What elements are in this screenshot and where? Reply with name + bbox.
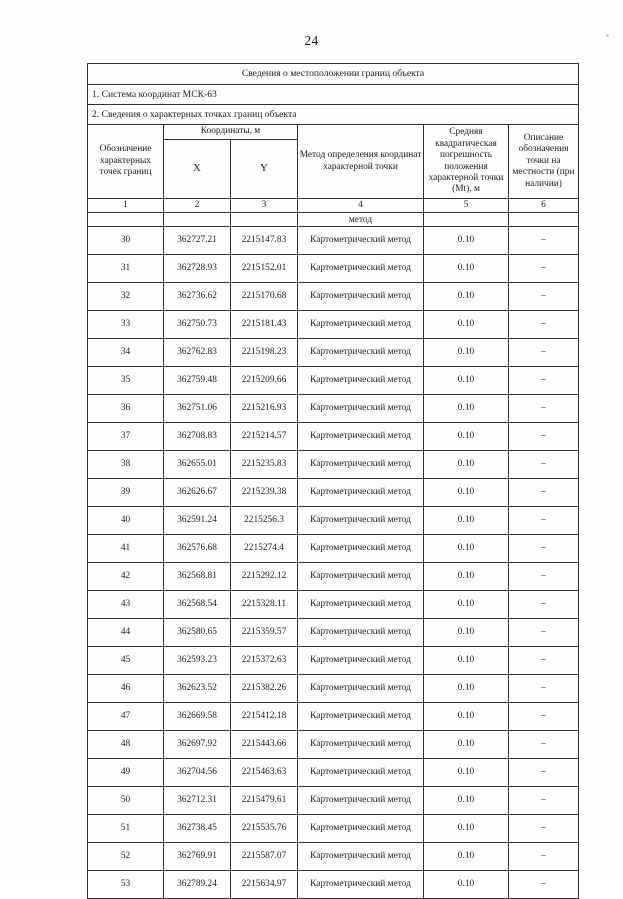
cell-error: 0.10 — [424, 703, 509, 731]
column-number-3: 3 — [231, 199, 298, 213]
cell-error: 0.10 — [424, 227, 509, 255]
cell-description: – — [509, 843, 579, 871]
table-row — [88, 423, 579, 451]
table-row — [88, 283, 579, 311]
cell-error: 0.10 — [424, 311, 509, 339]
cell-point: 48 — [88, 731, 164, 759]
boundary-points-table — [87, 63, 579, 899]
cell-point: 46 — [88, 675, 164, 703]
cell-method: Картометрический метод — [298, 815, 424, 843]
column-number-row — [88, 199, 579, 213]
cell-x: 362704.56 — [164, 759, 231, 787]
table-row — [88, 255, 579, 283]
cell-point: 53 — [88, 871, 164, 899]
table-row — [88, 451, 579, 479]
table-row — [88, 591, 579, 619]
cell-y: 2215147.83 — [231, 227, 298, 255]
cell-x: 362626.67 — [164, 479, 231, 507]
cell-x: 362712.31 — [164, 787, 231, 815]
cell-error: 0.10 — [424, 255, 509, 283]
cell-error: 0.10 — [424, 647, 509, 675]
points-section-label: 2. Сведения о характерных точках границ объекта — [88, 105, 579, 125]
cell-x: 362669.58 — [164, 703, 231, 731]
table-row — [88, 871, 579, 899]
cell-method: Картометрический метод — [298, 227, 424, 255]
cell-error: 0.10 — [424, 675, 509, 703]
cell-x: 362751.06 — [164, 395, 231, 423]
header-mean-square-error: Средняя квадратическая погрешность положения характерной точки (Mt), м — [424, 125, 509, 199]
cell-description: – — [509, 255, 579, 283]
cell-method: Картометрический метод — [298, 479, 424, 507]
header-description: Описание обозначения точки на местности (при наличии) — [509, 125, 579, 199]
cell-point: 44 — [88, 619, 164, 647]
cell-error: 0.10 — [424, 815, 509, 843]
table-row — [88, 787, 579, 815]
cell-method: Картометрический метод — [298, 283, 424, 311]
cell-error: 0.10 — [424, 283, 509, 311]
cell-method: Картометрический метод — [298, 367, 424, 395]
cell-point: 31 — [88, 255, 164, 283]
cell-error: 0.10 — [424, 479, 509, 507]
cell-error: 0.10 — [424, 339, 509, 367]
continued-error — [424, 213, 509, 227]
cell-x: 362727.21 — [164, 227, 231, 255]
cell-description: – — [509, 787, 579, 815]
column-number-1: 1 — [88, 199, 164, 213]
continued-point — [88, 213, 164, 227]
cell-y: 2215256.3 — [231, 507, 298, 535]
cell-method: Картометрический метод — [298, 563, 424, 591]
table-row — [88, 843, 579, 871]
cell-description: – — [509, 367, 579, 395]
cell-y: 2215359.57 — [231, 619, 298, 647]
cell-y: 2215412.18 — [231, 703, 298, 731]
cell-y: 2215198.23 — [231, 339, 298, 367]
cell-y: 2215328.11 — [231, 591, 298, 619]
cell-y: 2215239.38 — [231, 479, 298, 507]
continued-description — [509, 213, 579, 227]
table-row — [88, 619, 579, 647]
cell-point: 49 — [88, 759, 164, 787]
cell-y: 2215170.68 — [231, 283, 298, 311]
cell-y: 2215152.01 — [231, 255, 298, 283]
cell-x: 362769.91 — [164, 843, 231, 871]
cell-method: Картометрический метод — [298, 843, 424, 871]
document-title: Сведения о местоположении границ объекта — [88, 64, 579, 85]
cell-description: – — [509, 759, 579, 787]
cell-y: 2215372.63 — [231, 647, 298, 675]
cell-error: 0.10 — [424, 451, 509, 479]
cell-method: Картометрический метод — [298, 787, 424, 815]
continued-method: метод — [298, 213, 424, 227]
table-row — [88, 367, 579, 395]
cell-x: 362568.81 — [164, 563, 231, 591]
cell-description: – — [509, 703, 579, 731]
cell-y: 2215479.61 — [231, 787, 298, 815]
cell-point: 42 — [88, 563, 164, 591]
table-body — [88, 64, 579, 899]
table-row — [88, 675, 579, 703]
header-x: X — [164, 140, 231, 199]
cell-x: 362762.83 — [164, 339, 231, 367]
cell-x: 362728.93 — [164, 255, 231, 283]
cell-point: 38 — [88, 451, 164, 479]
cell-point: 33 — [88, 311, 164, 339]
cell-description: – — [509, 591, 579, 619]
cell-method: Картометрический метод — [298, 311, 424, 339]
column-number-4: 4 — [298, 199, 424, 213]
table-row — [88, 507, 579, 535]
cell-description: – — [509, 731, 579, 759]
cell-y: 2215535.76 — [231, 815, 298, 843]
cell-x: 362789.24 — [164, 871, 231, 899]
cell-error: 0.10 — [424, 787, 509, 815]
cell-error: 0.10 — [424, 563, 509, 591]
cell-point: 50 — [88, 787, 164, 815]
table-row — [88, 535, 579, 563]
table-row — [88, 703, 579, 731]
cell-x: 362623.52 — [164, 675, 231, 703]
cell-point: 40 — [88, 507, 164, 535]
table-row — [88, 227, 579, 255]
cell-error: 0.10 — [424, 507, 509, 535]
cell-point: 34 — [88, 339, 164, 367]
cell-x: 362593.23 — [164, 647, 231, 675]
table-row — [88, 479, 579, 507]
cell-y: 2215274.4 — [231, 535, 298, 563]
cell-method: Картометрический метод — [298, 591, 424, 619]
table-row — [88, 647, 579, 675]
cell-point: 35 — [88, 367, 164, 395]
cell-error: 0.10 — [424, 423, 509, 451]
cell-point: 36 — [88, 395, 164, 423]
header-row-primary — [88, 125, 579, 140]
cell-method: Картометрический метод — [298, 535, 424, 563]
header-coordinates-group: Координаты, м — [164, 125, 298, 140]
cell-point: 41 — [88, 535, 164, 563]
cell-error: 0.10 — [424, 367, 509, 395]
cell-error: 0.10 — [424, 535, 509, 563]
cell-description: – — [509, 675, 579, 703]
cell-y: 2215214.57 — [231, 423, 298, 451]
cell-x: 362759.48 — [164, 367, 231, 395]
cell-description: – — [509, 395, 579, 423]
cell-x: 362655.01 — [164, 451, 231, 479]
table-row — [88, 563, 579, 591]
cell-method: Картометрический метод — [298, 423, 424, 451]
table-row — [88, 395, 579, 423]
header-point-designation: Обозначение характерных точек границ — [88, 125, 164, 199]
continued-y — [231, 213, 298, 227]
cell-y: 2215382.26 — [231, 675, 298, 703]
cell-x: 362697.92 — [164, 731, 231, 759]
cell-y: 2215292.12 — [231, 563, 298, 591]
page-number: 24 — [304, 33, 319, 48]
cell-point: 32 — [88, 283, 164, 311]
cell-x: 362591.24 — [164, 507, 231, 535]
cell-method: Картометрический метод — [298, 339, 424, 367]
cell-description: – — [509, 619, 579, 647]
cell-x: 362736.62 — [164, 283, 231, 311]
cell-x: 362568.54 — [164, 591, 231, 619]
cell-method: Картометрический метод — [298, 451, 424, 479]
cell-y: 2215443.66 — [231, 731, 298, 759]
continued-x — [164, 213, 231, 227]
cell-method: Картометрический метод — [298, 759, 424, 787]
cell-description: – — [509, 815, 579, 843]
cell-error: 0.10 — [424, 731, 509, 759]
cell-error: 0.10 — [424, 619, 509, 647]
table-row — [88, 759, 579, 787]
cell-x: 362750.73 — [164, 311, 231, 339]
cell-description: – — [509, 311, 579, 339]
cell-method: Картометрический метод — [298, 703, 424, 731]
cell-description: – — [509, 563, 579, 591]
cell-point: 47 — [88, 703, 164, 731]
cell-point: 30 — [88, 227, 164, 255]
cell-description: – — [509, 479, 579, 507]
cell-x: 362738.45 — [164, 815, 231, 843]
cell-error: 0.10 — [424, 871, 509, 899]
cell-description: – — [509, 227, 579, 255]
column-number-5: 5 — [424, 199, 509, 213]
cell-method: Картометрический метод — [298, 647, 424, 675]
cell-y: 2215235.83 — [231, 451, 298, 479]
cell-description: – — [509, 871, 579, 899]
column-number-2: 2 — [164, 199, 231, 213]
cell-description: – — [509, 507, 579, 535]
header-method: Метод определения координат характерной точки — [298, 125, 424, 199]
cell-point: 37 — [88, 423, 164, 451]
continued-row-fragment — [88, 213, 579, 227]
cell-point: 43 — [88, 591, 164, 619]
table-row — [88, 731, 579, 759]
cell-description: – — [509, 535, 579, 563]
cell-y: 2215634.97 — [231, 871, 298, 899]
table-row — [88, 311, 579, 339]
cell-error: 0.10 — [424, 843, 509, 871]
cell-y: 2215587.07 — [231, 843, 298, 871]
cell-point: 45 — [88, 647, 164, 675]
cell-method: Картометрический метод — [298, 675, 424, 703]
cell-error: 0.10 — [424, 395, 509, 423]
cell-method: Картометрический метод — [298, 507, 424, 535]
cell-point: 51 — [88, 815, 164, 843]
cell-method: Картометрический метод — [298, 731, 424, 759]
coordinate-system-row — [88, 85, 579, 105]
table-row — [88, 815, 579, 843]
cell-description: – — [509, 647, 579, 675]
cell-point: 52 — [88, 843, 164, 871]
cell-description: – — [509, 423, 579, 451]
coordinate-system-label: 1. Система координат МСК-63 — [88, 85, 579, 105]
cell-method: Картометрический метод — [298, 871, 424, 899]
cell-description: – — [509, 339, 579, 367]
header-y: Y — [231, 140, 298, 199]
cell-x: 362576.68 — [164, 535, 231, 563]
cell-method: Картометрический метод — [298, 619, 424, 647]
cell-error: 0.10 — [424, 591, 509, 619]
cell-method: Картометрический метод — [298, 395, 424, 423]
cell-description: – — [509, 283, 579, 311]
cell-y: 2215209.66 — [231, 367, 298, 395]
cell-error: 0.10 — [424, 759, 509, 787]
column-number-6: 6 — [509, 199, 579, 213]
cell-description: – — [509, 451, 579, 479]
document-title-row — [88, 64, 579, 85]
cell-point: 39 — [88, 479, 164, 507]
cell-x: 362580.65 — [164, 619, 231, 647]
cell-y: 2215463.63 — [231, 759, 298, 787]
table-row — [88, 339, 579, 367]
cell-y: 2215216.93 — [231, 395, 298, 423]
points-section-row — [88, 105, 579, 125]
cell-x: 362708.83 — [164, 423, 231, 451]
cell-y: 2215181.43 — [231, 311, 298, 339]
cell-method: Картометрический метод — [298, 255, 424, 283]
